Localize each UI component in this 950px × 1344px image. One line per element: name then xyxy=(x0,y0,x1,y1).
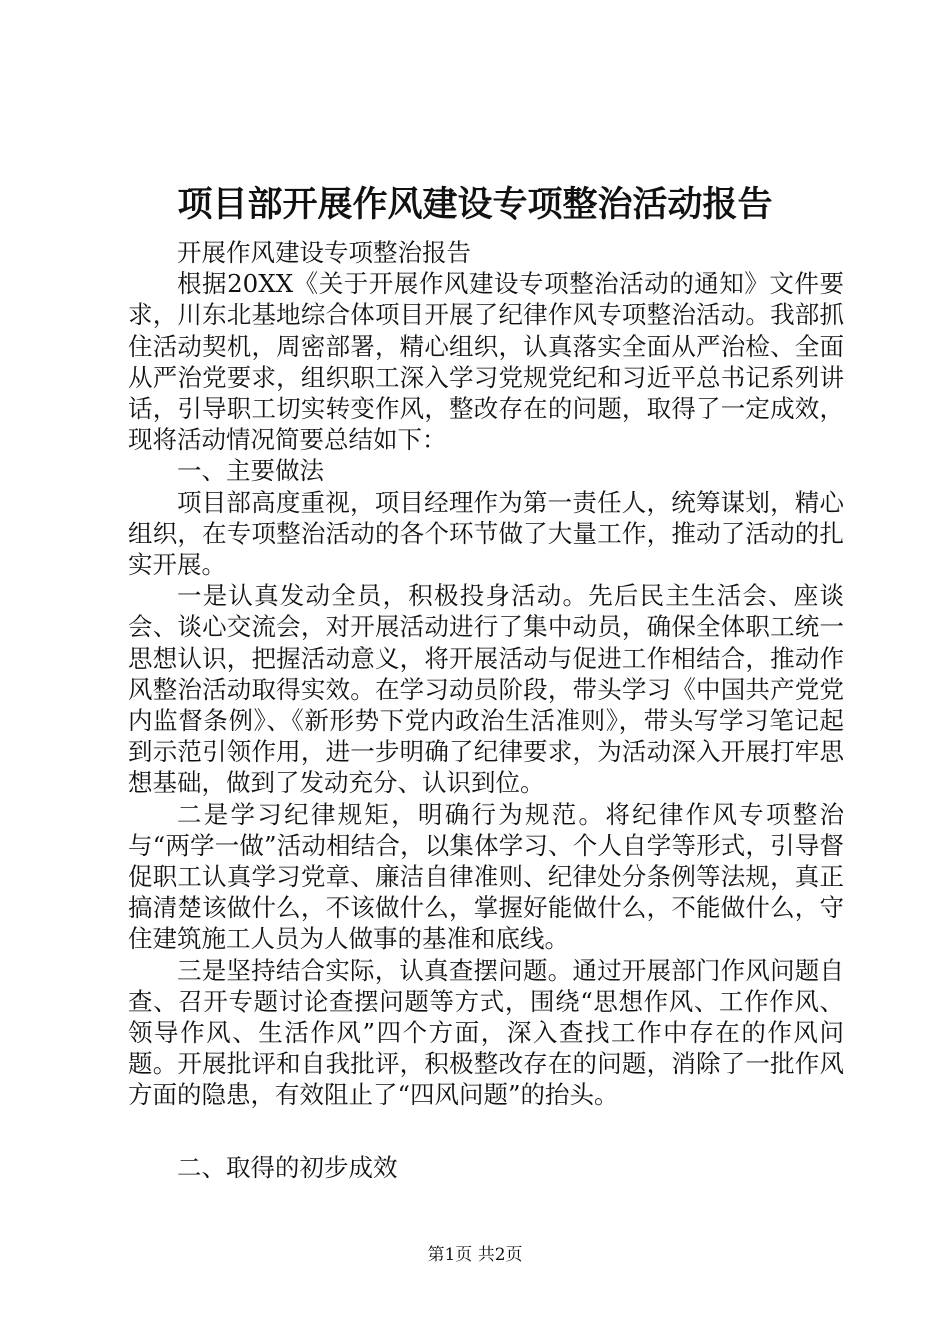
section-1-paragraph: 项目部高度重视，项目经理作为第一责任人，统筹谋划，精心组织，在专项整治活动的各个环节做了大量工作，推动了活动的扎实开展。 xyxy=(128,487,844,580)
page-footer: 第1页 共2页 xyxy=(427,1245,523,1265)
section-2-heading: 二、取得的初步成效 xyxy=(177,1153,398,1182)
point-3-paragraph: 三是坚持结合实际，认真查摆问题。通过开展部门作风问题自查、召开专题讨论查摆问题等方式，围绕“思想作风、工作作风、领导作风、生活作风”四个方面，深入查找工作中存在的作风问题。开展批评和自我批评，积极整改存在的问题，消除了一批作风方面的隐患，有效阻止了“四风问题”的抬头。 xyxy=(128,955,844,1110)
section-1-heading: 一、主要做法 xyxy=(177,456,324,486)
subtitle-paragraph: 开展作风建设专项整治报告 xyxy=(177,238,471,267)
document-title: 项目部开展作风建设专项整治活动报告 xyxy=(177,184,773,225)
point-1-paragraph: 一是认真发动全员，积极投身活动。先后民主生活会、座谈会、谈心交流会，对开展活动进行了集中动员，确保全体职工统一思想认识，把握活动意义，将开展活动与促进工作相结合，推动作风整治活动取得实效。在学习动员阶段，带头学习《中国共产党党内监督条例》、《新形势下党内政治生活准则》，带头写学习笔记起到示范引领作用，进一步明确了纪律要求，为活动深入开展打牢思想基础，做到了发动充分、认识到位。 xyxy=(128,581,844,798)
point-2-paragraph: 二是学习纪律规矩，明确行为规范。将纪律作风专项整治与“两学一做”活动相结合，以集体学习、个人自学等形式，引导督促职工认真学习党章、廉洁自律准则、纪律处分条例等法规，真正搞清楚该做什么，不该做什么，掌握好能做什么，不能做什么，守住建筑施工人员为人做事的基准和底线。 xyxy=(128,799,844,954)
intro-paragraph: 根据20XX《关于开展作风建设专项整治活动的通知》文件要求，川东北基地综合体项目开展了纪律作风专项整治活动。我部抓住活动契机，周密部署，精心组织，认真落实全面从严治检、全面从严治党要求，组织职工深入学习党规党纪和习近平总书记系列讲话，引导职工切实转变作风，整改存在的问题，取得了一定成效，现将活动情况简要总结如下： xyxy=(128,269,844,455)
document-body xyxy=(128,237,844,1111)
